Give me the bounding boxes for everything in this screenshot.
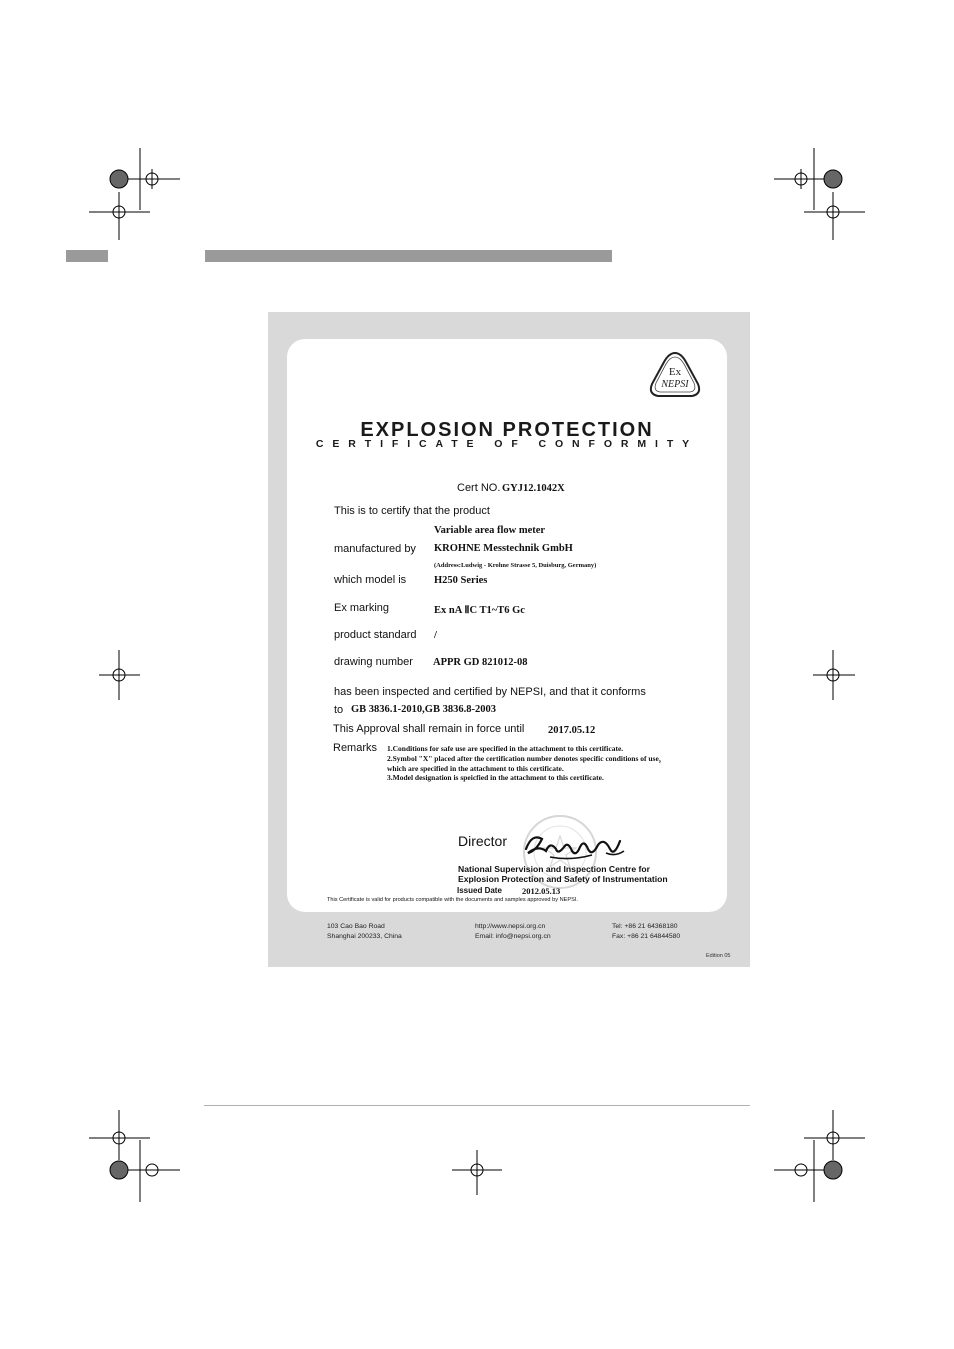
crop-mark-top-left-2 xyxy=(89,192,150,240)
footer-telephone: Tel: +86 21 64368180 xyxy=(612,923,678,930)
manufactured-label: manufactured by xyxy=(334,543,416,555)
ex-marking-label: Ex marking xyxy=(334,602,390,614)
certificate-title: EXPLOSION PROTECTION xyxy=(360,419,654,441)
page-footer-rule xyxy=(204,1105,750,1106)
certificate-subtitle: CERTIFICATE OF CONFORMITY xyxy=(315,438,699,450)
remark-line: 3.Model designation is speicfied in the attachment to this certificate. xyxy=(387,773,604,782)
manufacturer-address: (Address:Ludwig - Krohne Strasse 5, Duisburg, Germany) xyxy=(434,562,597,569)
edition-label: Edition 05 xyxy=(706,953,731,959)
manufacturer-value: KROHNE Messtechnik GmbH xyxy=(434,543,573,554)
crop-mark-bottom-right-1 xyxy=(804,1110,865,1160)
registration-disc-bottom-left xyxy=(110,1161,128,1179)
remark-line: 1.Conditions for safe use are specified in the attachment to this certificate. xyxy=(387,744,624,753)
footer-fax: Fax: +86 21 64844580 xyxy=(612,933,681,940)
nepsi-ex-logo xyxy=(648,350,702,400)
issued-date-value: 2012.05.13 xyxy=(522,886,561,896)
crop-mark-top-right-2 xyxy=(804,192,865,240)
registration-disc-top-left xyxy=(110,170,128,188)
approval-label: This Approval shall remain in force until xyxy=(333,723,525,735)
crop-mark-mid-left xyxy=(99,650,140,700)
registration-disc-top-right xyxy=(824,170,842,188)
organization-line-1: National Supervision and Inspection Centre for xyxy=(458,864,650,874)
remark-line: which are specified in the attachment to this certificate. xyxy=(387,764,564,773)
director-signature xyxy=(520,827,630,867)
director-label: Director xyxy=(458,833,508,849)
approval-value: 2017.05.12 xyxy=(548,725,596,736)
product-standard-value: / xyxy=(434,630,437,641)
drawing-number-label: drawing number xyxy=(334,656,413,668)
remarks-label: Remarks xyxy=(333,742,378,754)
header-bar xyxy=(205,250,612,262)
footer-website: http://www.nepsi.org.cn xyxy=(475,923,546,930)
crop-mark-bottom-left-2 xyxy=(120,1140,180,1202)
crop-mark-top-left-1 xyxy=(120,148,180,210)
model-label: which model is xyxy=(334,574,407,586)
cert-no-label: Cert NO. xyxy=(457,482,501,494)
product-value: Variable area flow meter xyxy=(434,525,546,536)
cert-no-value: GYJ12.1042X xyxy=(502,483,565,494)
logo-ex-text: Ex xyxy=(668,366,682,378)
crop-mark-bottom-center xyxy=(452,1150,502,1195)
logo-nepsi-text: NEPSI xyxy=(661,379,689,390)
conforms-to-value: GB 3836.1-2010,GB 3836.8-2003 xyxy=(351,704,496,715)
validity-note: This Certificate is valid for products compatible with the documents and samples approved by NEPSI. xyxy=(327,897,578,903)
drawing-number-value: APPR GD 821012-08 xyxy=(433,657,528,668)
footer-address-line-2: Shanghai 200233, China xyxy=(327,933,402,940)
ex-marking-value: Ex nA ⅡC T1~T6 Gc xyxy=(434,605,525,616)
issued-date-label: Issued Date xyxy=(457,886,502,895)
header-bar-left xyxy=(66,250,108,262)
model-value: H250 Series xyxy=(434,575,488,586)
product-standard-label: product standard xyxy=(334,629,417,641)
footer-email: Email: info@nepsi.org.cn xyxy=(475,933,551,940)
inspected-statement: has been inspected and certified by NEPSI, and that it conforms xyxy=(334,686,646,698)
crop-mark-mid-right xyxy=(813,650,855,700)
organization-line-2: Explosion Protection and Safety of Instrumentation xyxy=(458,874,668,884)
crop-mark-bottom-left-1 xyxy=(89,1110,150,1160)
conforms-to-label: to xyxy=(334,704,344,716)
footer-address-line-1: 103 Cao Bao Road xyxy=(327,923,385,930)
certify-line: This is to certify that the product xyxy=(334,505,490,517)
registration-disc-bottom-right xyxy=(824,1161,842,1179)
remark-line: 2.Symbol "X" placed after the certification number denotes specific conditions of use， xyxy=(387,754,667,763)
